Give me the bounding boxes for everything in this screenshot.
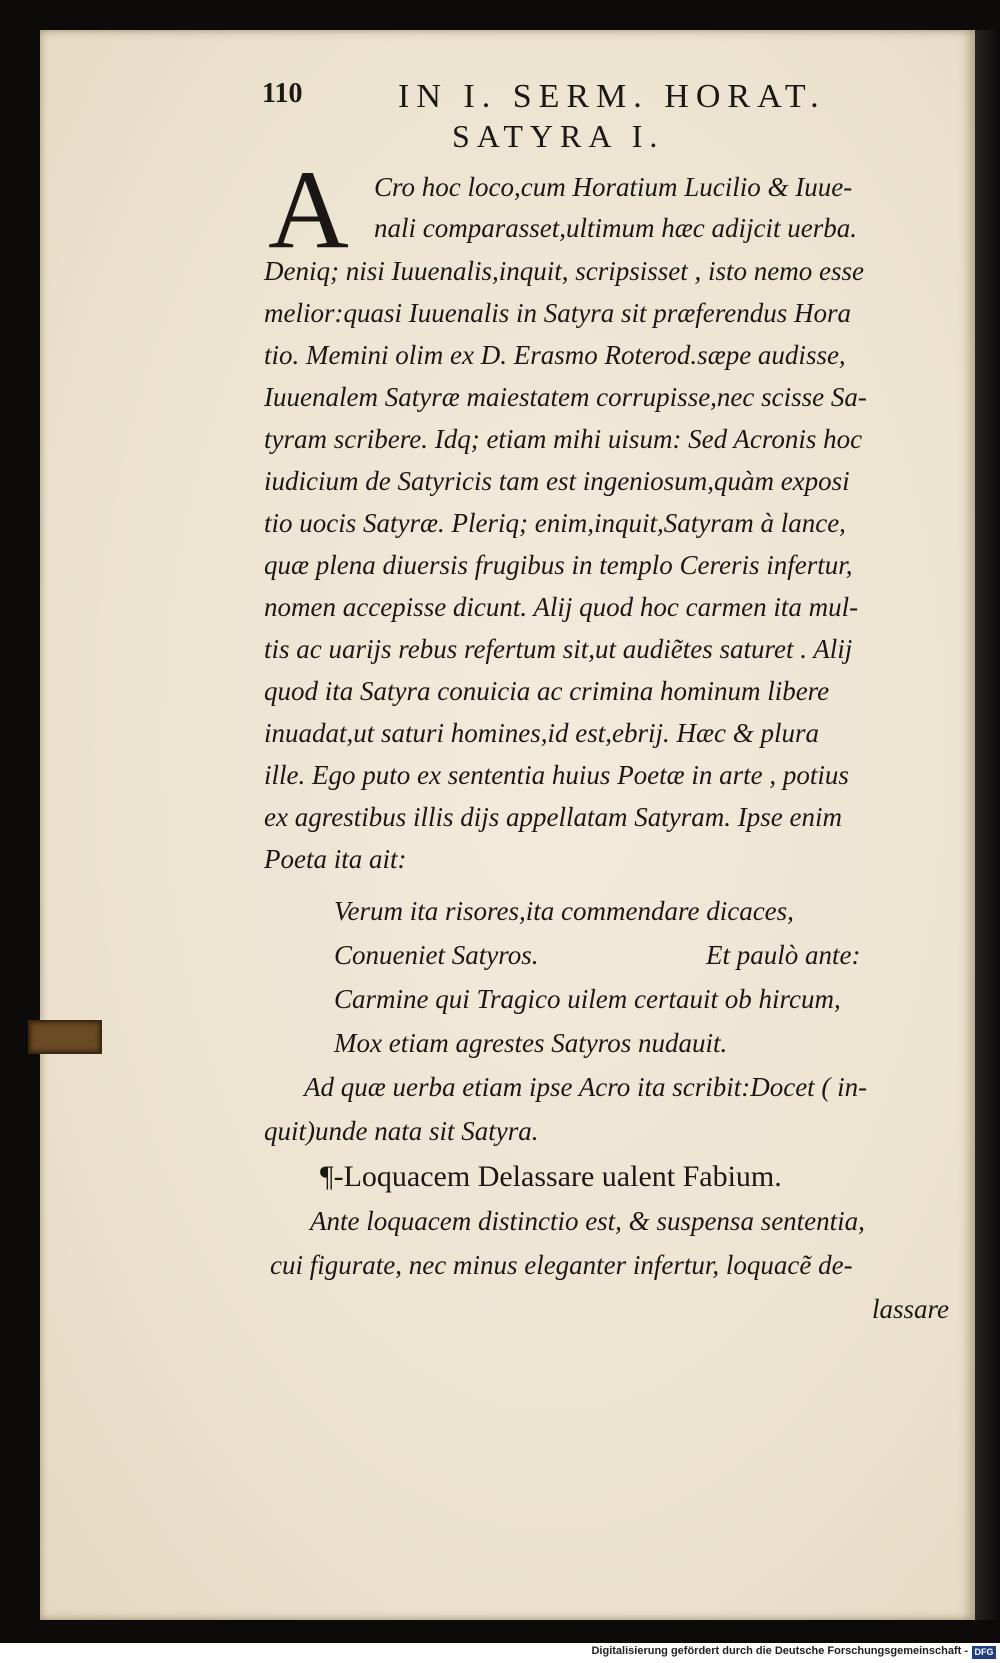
page-number: 110: [262, 78, 303, 109]
text-line: nali comparasset,ultimum hæc adijcit uerba.: [374, 213, 857, 243]
text-line: tio. Memini olim ex D. Erasmo Roterod.sæpe audisse,: [264, 340, 846, 370]
text-line: tis ac uarijs rebus refertum sit,ut audiẽtes saturet . Alij: [264, 634, 853, 664]
running-title: IN I. SERM. HORAT.: [398, 78, 826, 115]
text-line: quod ita Satyra conuicia ac crimina hominum libere: [264, 676, 830, 706]
text-line: Ad quæ uerba etiam ipse Acro ita scribit:Docet ( in-: [304, 1072, 868, 1102]
text-line: ex agrestibus illis dijs appellatam Satyram. Ipse enim: [264, 802, 842, 832]
verse-line: Conueniet Satyros.: [334, 940, 539, 970]
digitization-footer: [0, 1643, 1000, 1663]
text-line: inuadat,ut saturi homines,id est,ebrij. Hæc & plura: [264, 718, 820, 748]
page-edge-shadow: [975, 30, 1000, 1620]
drop-cap: A: [268, 148, 349, 272]
text-line: quit)unde nata sit Satyra.: [264, 1116, 539, 1146]
text-line: iudicium de Satyricis tam est ingeniosum,quàm exposi: [264, 466, 850, 496]
text-line: Cro hoc loco,cum Horatium Lucilio & Iuue-: [374, 172, 853, 202]
text-line: tio uocis Satyræ. Pleriq; enim,inquit,Satyram à lance,: [264, 508, 846, 538]
text-line: nomen accepisse dicunt. Alij quod hoc carmen ita mul-: [264, 592, 859, 622]
text-line: Deniq; nisi Iuuenalis,inquit, scripsisset , isto nemo esse: [264, 256, 864, 286]
text-line: ille. Ego puto ex sententia huius Poetæ in arte , potius: [264, 760, 849, 790]
text-line: cui figurate, nec minus eleganter infertur, loquacẽ de-: [270, 1250, 853, 1280]
text-line: melior:quasi Iuuenalis in Satyra sit præferendus Hora: [264, 298, 851, 328]
text-line: quæ plena diuersis frugibus in templo Cereris infertur,: [264, 550, 853, 580]
running-header: [0, 78, 1000, 118]
bookmark-tab: [28, 1020, 102, 1054]
verse-line: Verum ita risores,ita commendare dicaces,: [334, 896, 794, 926]
text-line: Poeta ita ait:: [264, 844, 407, 874]
verse-line: Et paulò ante:: [706, 940, 861, 970]
section-title: SATYRA I.: [452, 118, 665, 154]
lemma-heading: ¶-Loquacem Delassare ualent Fabium.: [320, 1160, 782, 1193]
text-line: Iuuenalem Satyræ maiestatem corrupisse,nec scisse Sa-: [264, 382, 867, 412]
text-line: Ante loquacem distinctio est, & suspensa sententia,: [310, 1206, 865, 1236]
verse-line: Mox etiam agrestes Satyros nudauit.: [334, 1028, 728, 1058]
text-line: tyram scribere. Idq; etiam mihi uisum: Sed Acronis hoc: [264, 424, 863, 454]
catchword: lassare: [872, 1294, 950, 1324]
dfg-logo: DFG: [972, 1646, 996, 1659]
footer-credit: Digitalisierung gefördert durch die Deutsche Forschungsgemeinschaft -: [591, 1645, 968, 1657]
verse-line: Carmine qui Tragico uilem certauit ob hircum,: [334, 984, 841, 1014]
